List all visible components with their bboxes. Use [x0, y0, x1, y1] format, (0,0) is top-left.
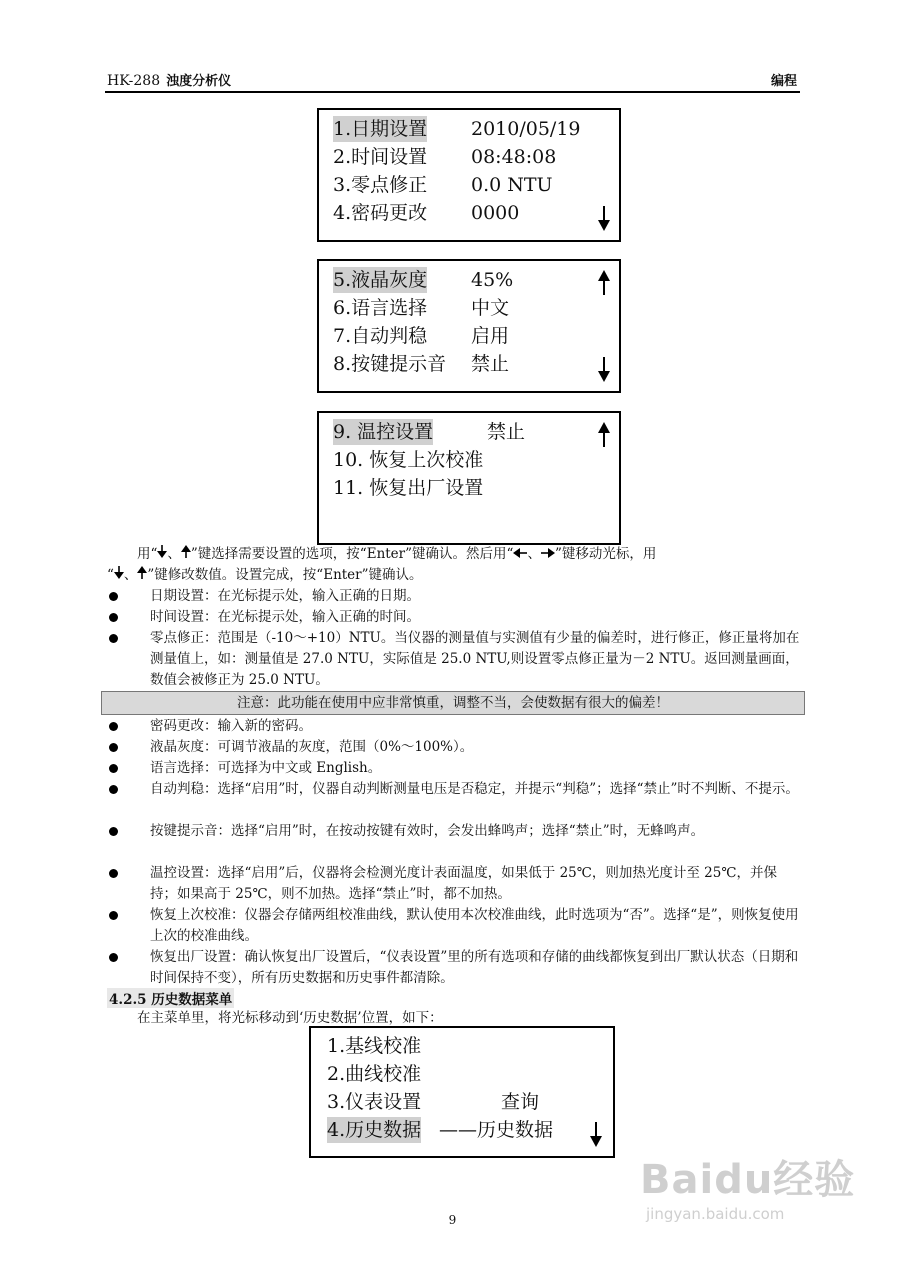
lcd-row-label: 3.零点修正 — [333, 174, 428, 196]
page-number: 9 — [448, 1213, 457, 1227]
lcd-row — [333, 419, 526, 445]
intro-text: 、 — [527, 546, 541, 562]
header-title-block — [107, 70, 231, 89]
list-item — [107, 628, 802, 691]
lcd-row — [327, 1089, 540, 1115]
bullet-dot-icon — [109, 869, 118, 878]
lcd-row — [333, 295, 510, 321]
bullet-dot-icon — [109, 743, 118, 752]
lcd-row — [333, 200, 520, 226]
lcd-row-value: 45% — [471, 269, 514, 291]
intro-text: 、 — [167, 546, 181, 562]
intro-text: ”键选择需要设置的选项，按“Enter”键确认。然后用“ — [190, 546, 514, 562]
lcd-row — [333, 116, 581, 142]
list-item-text: 按键提示音：选择“启用”时，在按动按键有效时，会发出蜂鸣声；选择“禁止”时，无蜂鸣声。 — [150, 823, 705, 839]
list-item — [107, 716, 802, 737]
list-item-text: 自动判稳：选择“启用”时，仪器自动判断测量电压是否稳定，并提示“判稳”；选择“禁止”时不判断、不提示。 — [150, 781, 799, 797]
bullet-dot-icon — [109, 764, 118, 773]
lcd-screen-2 — [317, 259, 621, 393]
lcd-row — [333, 475, 483, 501]
lcd-row-value: 禁止 — [487, 421, 526, 443]
list-item — [107, 779, 802, 821]
arrow-down-icon — [587, 1120, 605, 1148]
key-right-icon — [541, 548, 555, 558]
list-item — [107, 607, 802, 628]
list-item — [107, 737, 802, 758]
intro-text: ”键移动光标，用 — [554, 546, 657, 562]
header-section: 编程 — [770, 74, 797, 89]
bullet-dot-icon — [109, 911, 118, 920]
key-up-icon — [137, 566, 147, 579]
arrow-down-icon — [595, 204, 613, 232]
arrow-down-icon — [595, 355, 613, 383]
list-item — [107, 947, 802, 989]
watermark — [640, 1148, 855, 1223]
key-up-icon — [181, 545, 191, 558]
key-down-icon — [157, 545, 167, 558]
lcd-row — [333, 267, 514, 293]
lcd-row-label: 9. 温控设置 — [333, 421, 434, 443]
lcd-row — [327, 1117, 554, 1143]
lcd-row-value: 08:48:08 — [471, 146, 557, 168]
list-item — [107, 905, 802, 947]
lcd-row — [333, 172, 553, 198]
lcd-row-label: 4.历史数据 — [327, 1119, 422, 1141]
header-model: HK-288 — [107, 73, 161, 89]
key-down-icon — [114, 566, 124, 579]
lcd-row-label: 11. 恢复出厂设置 — [333, 477, 484, 499]
bullet-dot-icon — [109, 634, 118, 643]
lcd-row-label: 1.基线校准 — [327, 1035, 422, 1057]
intro-text: “ — [107, 567, 114, 583]
lcd-screen-4 — [309, 1026, 615, 1158]
bullet-dot-icon — [109, 613, 118, 622]
lcd-row-value: 0.0 NTU — [471, 174, 553, 196]
list-item — [107, 586, 802, 607]
intro-text: 用“ — [137, 546, 158, 562]
lcd-row-label: 1.日期设置 — [333, 118, 428, 140]
lcd-row-label: 2.曲线校准 — [327, 1063, 422, 1085]
list-item — [107, 863, 802, 905]
lcd-screen-1 — [317, 108, 621, 242]
section-intro: 在主菜单里，将光标移动到‘历史数据’位置，如下： — [137, 1010, 443, 1026]
list-item-text: 恢复出厂设置：确认恢复出厂设置后，“仪表设置”里的所有选项和存储的曲线都恢复到出厂默认状态（日期和时间保持不变），所有历史数据和历史事件都清除。 — [150, 949, 799, 986]
lcd-row-label: 10. 恢复上次校准 — [333, 449, 484, 471]
lcd-row-label: 3.仪表设置 — [327, 1091, 422, 1113]
bullet-dot-icon — [109, 785, 118, 794]
lcd-row-value: 中文 — [471, 297, 510, 319]
arrow-up-icon — [595, 421, 613, 449]
bullet-dot-icon — [109, 827, 118, 836]
lcd-row — [327, 1033, 421, 1059]
lcd-row — [327, 1061, 421, 1087]
lcd-row-value: 查询 — [501, 1091, 540, 1113]
watermark-brand: Baidu经验 — [640, 1157, 856, 1203]
intro-text: 、 — [123, 567, 138, 583]
list-item-text: 零点修正：范围是（-10～+10）NTU。当仪器的测量值与实测值有少量的偏差时，进行修正，修正量将加在测量值上，如：测量值是 27.0 NTU，实际值是 25.0 NTU,则设置零点修正量为－2 NTU。返回测量画面，数值会被修正为 25.0 NTU。 — [150, 630, 800, 688]
header-title: 浊度分析仪 — [166, 74, 232, 89]
warning-notice: 注意：此功能在使用中应非常慎重，调整不当，会使数据有很大的偏差！ — [101, 691, 805, 715]
bullet-dot-icon — [109, 722, 118, 731]
list-item-text: 液晶灰度：可调节液晶的灰度，范围（0%～100%）。 — [150, 739, 474, 755]
lcd-row — [333, 323, 510, 349]
lcd-row-label: 2.时间设置 — [333, 146, 428, 168]
list-item — [107, 821, 802, 863]
list-item-text: 密码更改：输入新的密码。 — [150, 718, 312, 734]
list-item-text: 日期设置：在光标提示处，输入正确的日期。 — [150, 588, 420, 604]
lcd-row-label: 7.自动判稳 — [333, 325, 428, 347]
lcd-row-value: 启用 — [471, 325, 510, 347]
lcd-screen-3 — [317, 411, 621, 545]
list-item-text: 时间设置：在光标提示处，输入正确的时间。 — [150, 609, 420, 625]
lcd-row-value: ——历史数据 — [439, 1119, 554, 1141]
list-item-text: 温控设置：选择“启用”后，仪器将会检测光度计表面温度，如果低于 25℃，则加热光度计至 25℃，并保持；如果高于 25℃，则不加热。选择“禁止”时，都不加热。 — [150, 865, 777, 902]
lcd-row-label: 4.密码更改 — [333, 202, 428, 224]
list-item-text: 恢复上次校准：仪器会存储两组校准曲线，默认使用本次校准曲线，此时选项为“否”。选择“是”，则恢复使用上次的校准曲线。 — [150, 907, 799, 944]
lcd-row-label: 8.按键提示音 — [333, 353, 447, 375]
section-heading: 4.2.5 历史数据菜单 — [107, 988, 234, 1008]
watermark-url: jingyan.baidu.com — [646, 1205, 785, 1223]
lcd-row-label: 5.液晶灰度 — [333, 269, 428, 291]
lcd-row — [333, 351, 510, 377]
lcd-row-label: 6.语言选择 — [333, 297, 428, 319]
intro-text: ”键修改数值。设置完成，按“Enter”键确认。 — [147, 567, 423, 583]
lcd-row-value: 0000 — [471, 202, 520, 224]
lcd-row — [333, 144, 557, 170]
intro-paragraph-line2 — [107, 565, 802, 586]
lcd-row-value: 禁止 — [471, 353, 510, 375]
list-item-text: 语言选择：可选择为中文或 English。 — [150, 760, 382, 776]
intro-paragraph — [107, 544, 802, 565]
bullet-dot-icon — [109, 592, 118, 601]
bullet-dot-icon — [109, 953, 118, 962]
lcd-row — [333, 447, 483, 473]
arrow-up-icon — [595, 269, 613, 297]
header-rule — [105, 91, 800, 93]
lcd-row-value: 2010/05/19 — [471, 118, 581, 140]
list-item — [107, 758, 802, 779]
key-left-icon — [513, 548, 527, 558]
